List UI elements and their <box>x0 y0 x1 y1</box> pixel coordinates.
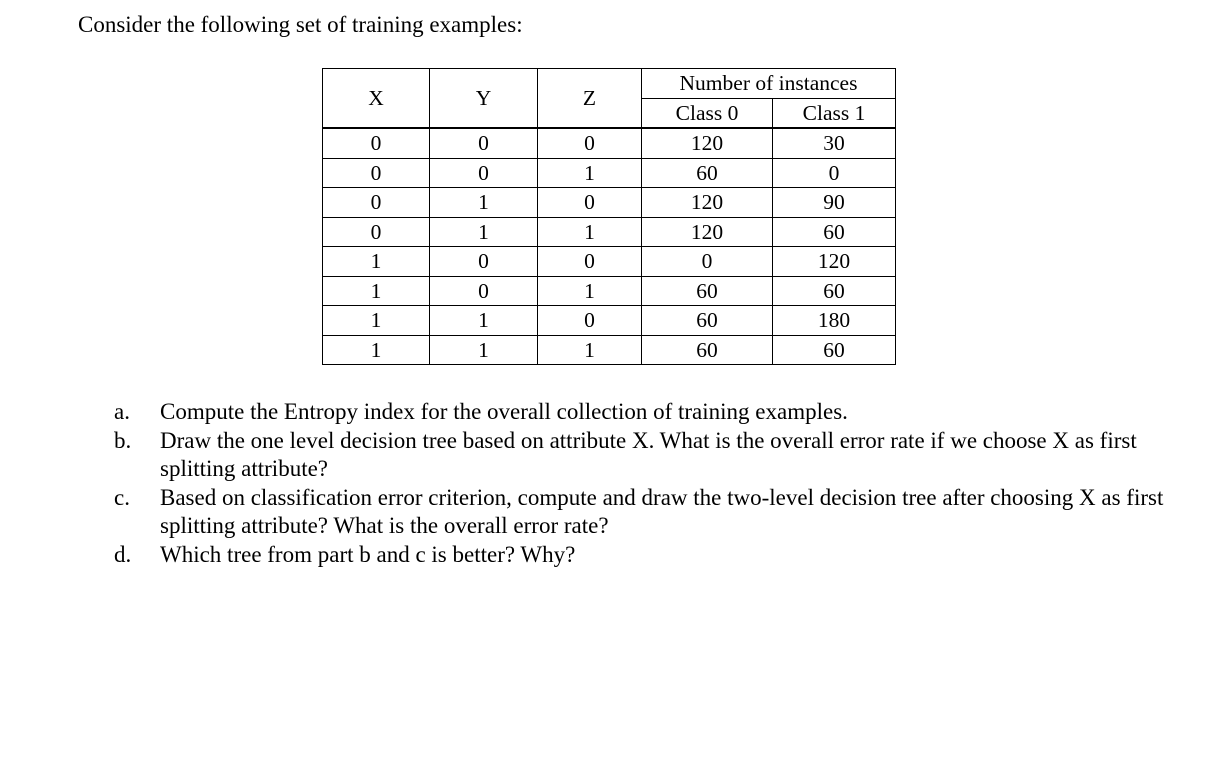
cell-y: 1 <box>430 306 538 336</box>
header-number-of-instances: Number of instances <box>642 69 896 99</box>
cell-class-1: 180 <box>773 306 896 336</box>
cell-y: 1 <box>430 188 538 218</box>
question-text: Draw the one level decision tree based on attribute X. What is the overall error rate if we choose X as first splitting attribute? <box>160 427 1137 481</box>
intro-text: Consider the following set of training examples: <box>78 12 523 37</box>
cell-class-0: 60 <box>642 306 773 336</box>
cell-y: 0 <box>430 128 538 158</box>
cell-class-1: 90 <box>773 188 896 218</box>
cell-x: 1 <box>323 306 430 336</box>
cell-class-0: 120 <box>642 128 773 158</box>
cell-y: 1 <box>430 335 538 365</box>
header-y: Y <box>430 69 538 129</box>
question-text: Compute the Entropy index for the overall collection of training examples. <box>160 399 848 424</box>
cell-z: 1 <box>538 276 642 306</box>
cell-class-0: 120 <box>642 217 773 247</box>
cell-class-1: 60 <box>773 335 896 365</box>
header-x: X <box>323 69 430 129</box>
cell-y: 0 <box>430 276 538 306</box>
header-z: Z <box>538 69 642 129</box>
question-marker: a. <box>114 399 130 424</box>
cell-class-0: 60 <box>642 276 773 306</box>
cell-class-0: 120 <box>642 188 773 218</box>
table-row <box>323 217 896 247</box>
cell-x: 0 <box>323 158 430 188</box>
table-row <box>323 158 896 188</box>
cell-z: 1 <box>538 217 642 247</box>
header-class-1: Class 1 <box>773 98 896 128</box>
cell-class-1: 0 <box>773 158 896 188</box>
cell-class-0: 0 <box>642 247 773 277</box>
table-row <box>323 247 896 277</box>
question-marker: c. <box>114 484 130 510</box>
question-text: Based on classification error criterion, compute and draw the two-level decision tree after choosing X as first splitting attribute? What is the overall error rate? <box>160 484 1164 538</box>
cell-class-1: 60 <box>773 276 896 306</box>
question-marker: d. <box>114 541 132 567</box>
cell-x: 1 <box>323 247 430 277</box>
cell-class-0: 60 <box>642 335 773 365</box>
cell-class-1: 30 <box>773 128 896 158</box>
table-body <box>323 128 896 365</box>
cell-x: 0 <box>323 217 430 247</box>
question-item <box>108 484 1208 541</box>
question-item <box>108 427 1208 484</box>
cell-z: 0 <box>538 306 642 336</box>
table-row <box>323 276 896 306</box>
cell-x: 0 <box>323 188 430 218</box>
question-item <box>108 541 1208 570</box>
question-marker: b. <box>114 427 132 453</box>
cell-x: 1 <box>323 335 430 365</box>
cell-z: 0 <box>538 128 642 158</box>
cell-class-1: 120 <box>773 247 896 277</box>
cell-x: 0 <box>323 128 430 158</box>
cell-y: 0 <box>430 158 538 188</box>
cell-class-1: 60 <box>773 217 896 247</box>
cell-z: 1 <box>538 158 642 188</box>
table-row <box>323 335 896 365</box>
cell-z: 0 <box>538 247 642 277</box>
cell-x: 1 <box>323 276 430 306</box>
cell-y: 0 <box>430 247 538 277</box>
cell-y: 1 <box>430 217 538 247</box>
table-row <box>323 306 896 336</box>
question-list <box>108 398 1208 569</box>
question-item <box>108 398 1208 427</box>
table-row <box>323 128 896 158</box>
question-text: Which tree from part b and c is better? Why? <box>160 541 576 567</box>
header-class-0: Class 0 <box>642 98 773 128</box>
cell-z: 0 <box>538 188 642 218</box>
cell-z: 1 <box>538 335 642 365</box>
cell-class-0: 60 <box>642 158 773 188</box>
training-examples-table <box>322 68 896 365</box>
table-row <box>323 188 896 218</box>
